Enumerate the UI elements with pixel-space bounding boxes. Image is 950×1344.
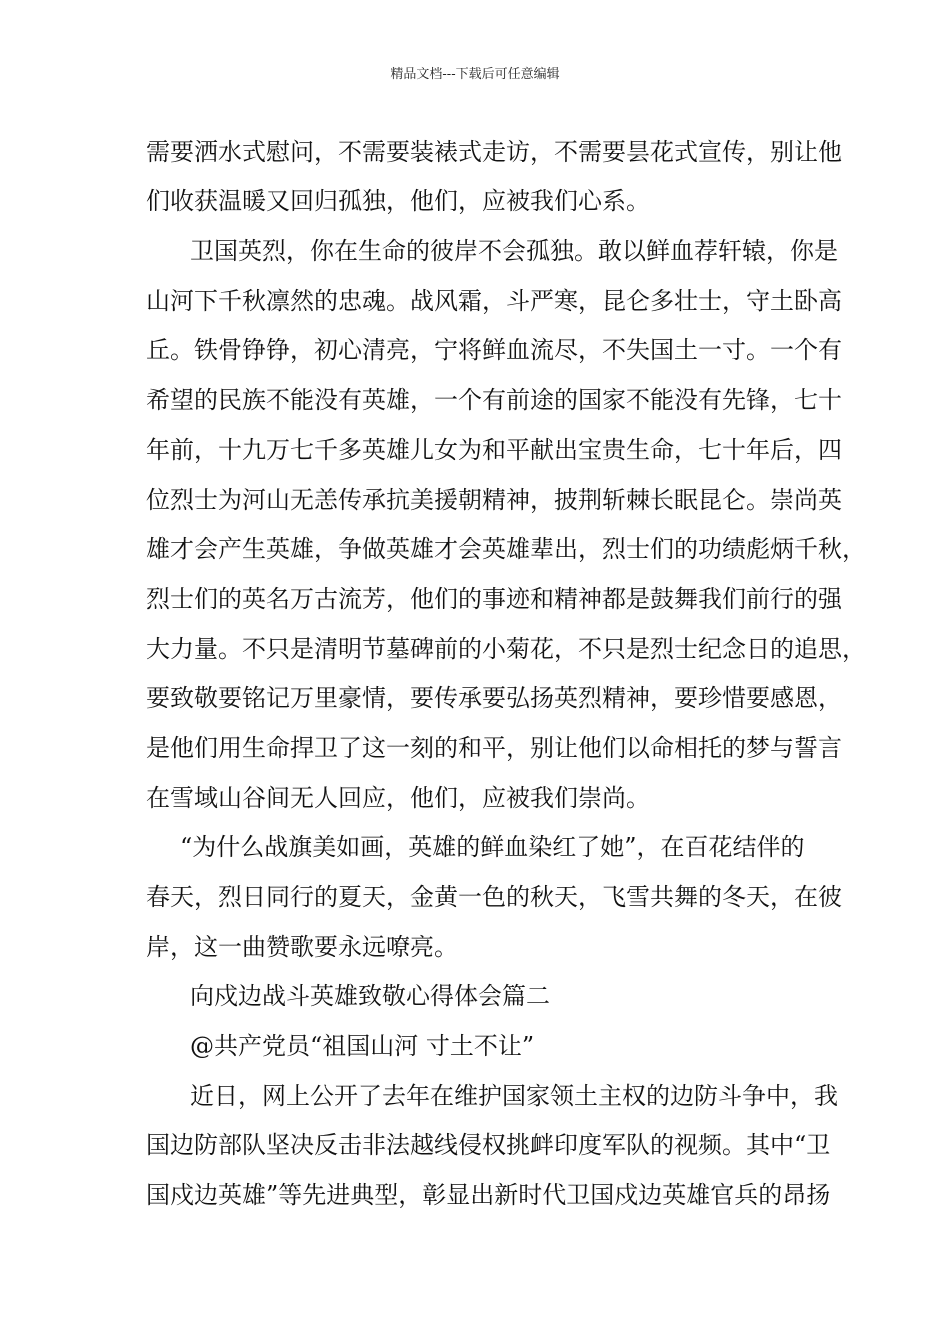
paragraph-line: 大力量。不只是清明节墓碑前的小菊花，不只是烈士纪念日的追思，: [146, 635, 866, 663]
paragraph-line: 岸，这一曲赞歌要永远嘹亮。: [146, 933, 458, 961]
paragraph-line: 雄才会产生英雄，争做英雄才会英雄辈出，烈士们的功绩彪炳千秋，: [146, 535, 866, 563]
paragraph-line: 年前，十九万七千多英雄儿女为和平献出宝贵生命，七十年后，四: [146, 436, 842, 464]
paragraph-line: 希望的民族不能没有英雄，一个有前途的国家不能没有先锋，七十: [146, 386, 842, 414]
paragraph-line: 在雪域山谷间无人回应，他们，应被我们崇尚。: [146, 784, 650, 812]
paragraph-line: 国边防部队坚决反击非法越线侵权挑衅印度军队的视频。其中“卫: [146, 1131, 831, 1159]
section-heading: 向戍边战斗英雄致敬心得体会篇二: [190, 982, 550, 1010]
paragraph-line: 要致敬要铭记万里豪情，要传承要弘扬英烈精神，要珍惜要感恩，: [146, 684, 842, 712]
paragraph-line: 春天，烈日同行的夏天，金黄一色的秋天，飞雪共舞的冬天，在彼: [146, 883, 842, 911]
paragraph-line: 需要洒水式慰问，不需要装裱式走访，不需要昙花式宣传，别让他: [146, 138, 842, 166]
subheading-line: @共产党员“祖国山河 寸土不让”: [190, 1032, 535, 1060]
paragraph-line: 烈士们的英名万古流芳，他们的事迹和精神都是鼓舞我们前行的强: [146, 585, 842, 613]
page-header: 精品文档---下载后可任意编辑: [390, 67, 560, 82]
paragraph-line: 近日，网上公开了去年在维护国家领土主权的边防斗争中，我: [190, 1082, 838, 1110]
paragraph-line: 们收获温暖又回归孤独，他们，应被我们心系。: [146, 187, 650, 215]
paragraph-line: 位烈士为河山无恙传承抗美援朝精神，披荆斩棘长眠昆仑。崇尚英: [146, 486, 842, 514]
paragraph-line: 国戍边英雄”等先进典型，彰显出新时代卫国戍边英雄官兵的昂扬: [146, 1181, 831, 1209]
paragraph-line: 丘。铁骨铮铮，初心清亮，宁将鲜血流尽，不失国土一寸。一个有: [146, 336, 842, 364]
paragraph-line: “为什么战旗美如画，英雄的鲜血染红了她”，在百花结伴的: [180, 833, 805, 861]
paragraph-line: 卫国英烈，你在生命的彼岸不会孤独。敢以鲜血荐轩辕，你是: [190, 237, 838, 265]
paragraph-line: 山河下千秋凛然的忠魂。战风霜，斗严寒，昆仑多壮士，守土卧高: [146, 287, 842, 315]
paragraph-line: 是他们用生命捍卫了这一刻的和平，别让他们以命相托的梦与誓言: [146, 734, 842, 762]
